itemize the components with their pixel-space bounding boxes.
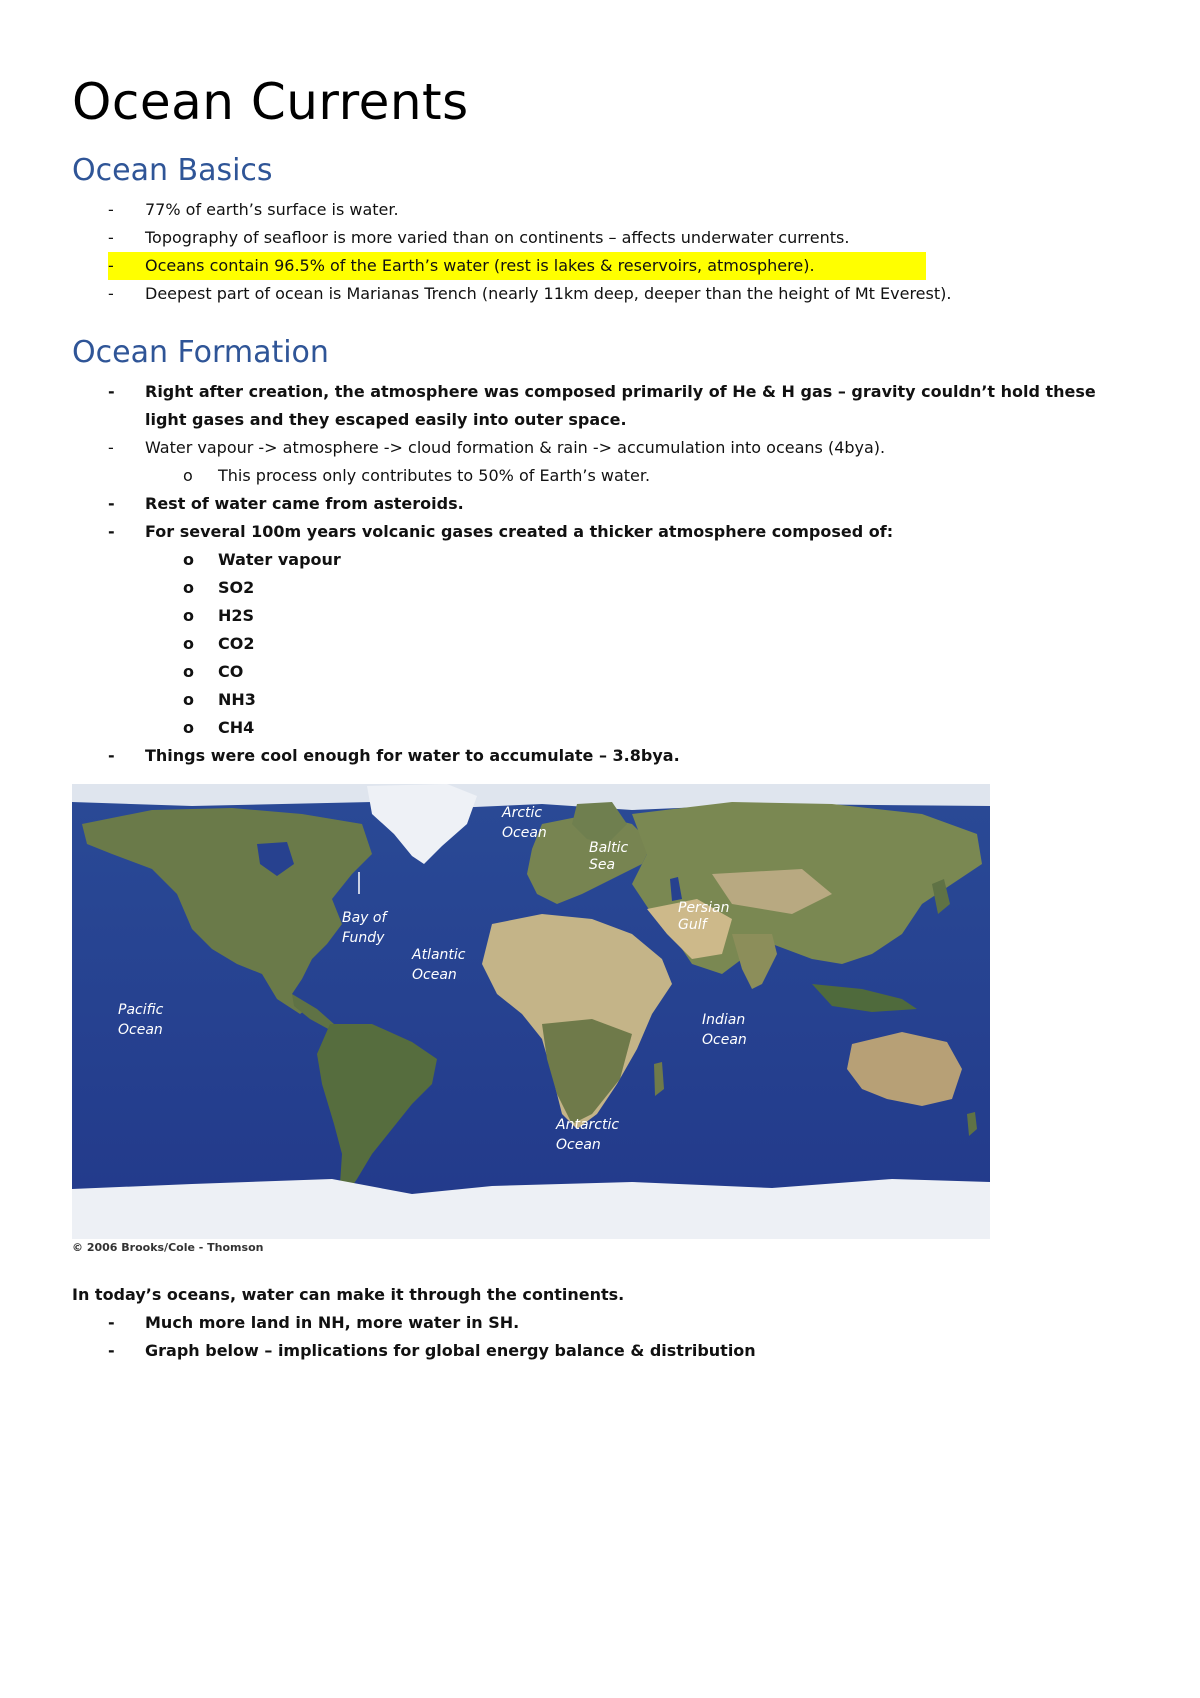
circle-marker: o xyxy=(183,550,194,569)
circle-marker: o xyxy=(183,466,193,485)
dash-marker: - xyxy=(108,1341,115,1360)
label-persian: Gulf xyxy=(678,917,707,933)
gas-name: Water vapour xyxy=(218,550,341,569)
dash-marker: - xyxy=(108,200,114,219)
circle-marker: o xyxy=(183,662,194,681)
gases-sub-list xyxy=(145,546,1132,742)
label-indian: Ocean xyxy=(702,1032,747,1048)
after-list xyxy=(72,1309,1132,1365)
label-indian: Indian xyxy=(702,1012,746,1028)
list-item xyxy=(72,378,1132,434)
world-map xyxy=(72,784,990,1239)
list-item-text: Rest of water came from asteroids. xyxy=(145,494,464,513)
gas-name: CO2 xyxy=(218,634,255,653)
list-item-text: 77% of earth’s surface is water. xyxy=(145,200,399,219)
circle-marker: o xyxy=(183,718,194,737)
label-atlantic: Ocean xyxy=(412,967,457,983)
dash-marker: - xyxy=(108,228,114,247)
sub-list xyxy=(145,462,1132,490)
gas-name: CO xyxy=(218,662,244,681)
list-item-text: Topography of seafloor is more varied than on continents – affects underwater currents. xyxy=(145,228,850,247)
sub-list-item xyxy=(145,630,1132,658)
list-item xyxy=(72,518,1132,742)
section-heading-ocean-formation: Ocean Formation xyxy=(72,335,329,370)
gas-name: H2S xyxy=(218,606,255,625)
figure-credit: © 2006 Brooks/Cole - Thomson xyxy=(72,1241,264,1254)
label-fundy: Fundy xyxy=(342,930,385,946)
circle-marker: o xyxy=(183,634,194,653)
sub-list-item xyxy=(145,714,1132,742)
gas-name: CH4 xyxy=(218,718,255,737)
dash-marker: - xyxy=(108,746,115,765)
label-atlantic: Atlantic xyxy=(412,947,466,963)
circle-marker: o xyxy=(183,606,194,625)
sub-list-item xyxy=(145,546,1132,574)
list-item xyxy=(72,196,1132,224)
circle-marker: o xyxy=(183,578,194,597)
label-fundy: Bay of xyxy=(342,910,387,926)
list-item xyxy=(72,434,1132,490)
ocean-basics-list xyxy=(72,196,1132,308)
dash-marker: - xyxy=(108,256,114,275)
sub-list-item xyxy=(145,574,1132,602)
list-item-text: Oceans contain 96.5% of the Earth’s water (rest is lakes & reservoirs, atmosphere). xyxy=(145,256,815,275)
sub-list-item-text: This process only contributes to 50% of Earth’s water. xyxy=(218,466,651,485)
label-baltic: Baltic xyxy=(589,840,629,856)
list-item xyxy=(72,1337,1132,1365)
highlighted-list-item xyxy=(72,252,1132,280)
dash-marker: - xyxy=(108,494,115,513)
label-antarctic: Antarctic xyxy=(556,1117,620,1133)
list-item-text: Graph below – implications for global energy balance & distribution xyxy=(145,1341,756,1360)
ocean-formation-list xyxy=(72,378,1132,770)
label-pacific: Pacific xyxy=(118,1002,164,1018)
sub-list-item xyxy=(145,658,1132,686)
label-baltic: Sea xyxy=(589,857,616,873)
gas-name: NH3 xyxy=(218,690,256,709)
label-arctic: Arctic xyxy=(502,805,543,821)
list-item-text: For several 100m years volcanic gases created a thicker atmosphere composed of: xyxy=(145,522,894,541)
dash-marker: - xyxy=(108,284,114,303)
page-title: Ocean Currents xyxy=(72,73,469,131)
circle-marker: o xyxy=(183,690,194,709)
gas-name: SO2 xyxy=(218,578,255,597)
sub-list-item xyxy=(145,686,1132,714)
list-item xyxy=(72,1309,1132,1337)
list-item-text: Things were cool enough for water to accumulate – 3.8bya. xyxy=(145,746,680,765)
dash-marker: - xyxy=(108,1313,115,1332)
list-item xyxy=(72,742,1132,770)
list-item xyxy=(72,224,1132,252)
list-item xyxy=(72,490,1132,518)
label-persian: Persian xyxy=(678,900,730,916)
sub-list-item xyxy=(145,602,1132,630)
list-item-text: Right after creation, the atmosphere was composed primarily of He & H gas – gravity couldn’t hold these light gases and they escaped easily into outer space. xyxy=(145,382,1096,429)
dash-marker: - xyxy=(108,382,115,401)
label-arctic: Ocean xyxy=(502,825,547,841)
dash-marker: - xyxy=(108,522,115,541)
section-heading-ocean-basics: Ocean Basics xyxy=(72,153,273,188)
label-pacific: Ocean xyxy=(118,1022,163,1038)
world-map-figure xyxy=(72,784,990,1239)
dash-marker: - xyxy=(108,438,114,457)
sub-list-item xyxy=(145,462,1132,490)
list-item-text: Deepest part of ocean is Marianas Trench (nearly 11km deep, deeper than the height of Mt Everest). xyxy=(145,284,952,303)
label-antarctic: Ocean xyxy=(556,1137,601,1153)
document-page xyxy=(72,72,1132,1365)
list-item-text: Much more land in NH, more water in SH. xyxy=(145,1313,520,1332)
antarctica xyxy=(72,1179,990,1239)
list-item xyxy=(72,280,1132,308)
list-item-text: Water vapour -> atmosphere -> cloud formation & rain -> accumulation into oceans (4bya). xyxy=(145,438,886,457)
paragraph-bold: In today’s oceans, water can make it through the continents. xyxy=(72,1285,625,1304)
